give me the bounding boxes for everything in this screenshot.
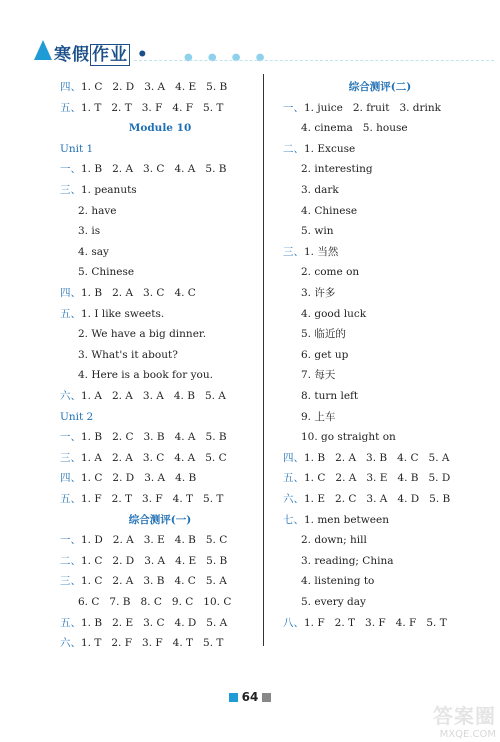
left-row <box>60 121 260 135</box>
question-number: 三、 <box>60 575 81 588</box>
question-number: 七、 <box>283 513 304 526</box>
left-row <box>60 513 260 527</box>
right-row <box>301 162 373 176</box>
question-number: 六、 <box>60 637 81 650</box>
decorative-dots-icon: ● ● ● ● <box>184 52 271 63</box>
left-row <box>78 204 117 218</box>
question-number: 一、 <box>283 101 304 114</box>
answer-text: 2. We have a big dinner. <box>78 328 207 341</box>
answer-text: 3. dark <box>301 184 339 196</box>
footer-square-left-icon <box>229 693 238 702</box>
question-number: 三、 <box>60 184 81 196</box>
answer-text: 1. I like sweets. <box>81 307 165 320</box>
right-row <box>301 265 359 279</box>
answer-text: 4. say <box>78 245 109 258</box>
left-row <box>60 162 226 176</box>
left-row <box>60 142 93 156</box>
question-number: 四、 <box>60 472 81 485</box>
right-row <box>283 142 355 156</box>
question-number: 一、 <box>60 534 81 547</box>
question-number: 四、 <box>60 287 81 299</box>
answer-text: 1. F 2. T 3. F 4. T 5. T <box>81 493 224 505</box>
left-row <box>78 265 134 279</box>
question-number: 三、 <box>283 245 304 258</box>
left-row <box>78 224 100 238</box>
page-header <box>34 38 474 68</box>
question-number: 四、 <box>60 81 81 93</box>
answer-text: 1. C 2. A 3. E 4. B 5. D <box>304 472 451 485</box>
right-row <box>283 471 450 485</box>
answer-text: 1. B 2. A 3. B 4. C 5. A <box>304 451 450 464</box>
left-row <box>60 307 164 321</box>
left-row <box>60 286 196 300</box>
question-number: 六、 <box>60 390 81 402</box>
question-number: 五、 <box>60 101 81 114</box>
right-row <box>270 80 490 94</box>
answer-text: 1. B 2. A 3. C 4. A 5. B <box>81 163 227 176</box>
answer-text: 3. is <box>78 225 101 238</box>
question-number: 一、 <box>60 431 81 444</box>
answer-text: 5. win <box>301 225 334 238</box>
answer-text: 9. 上车 <box>301 410 336 423</box>
left-row <box>60 533 227 547</box>
answer-text: 1. D 2. A 3. E 4. B 5. C <box>81 534 228 547</box>
right-row <box>301 410 335 424</box>
answer-text: 1. C 2. D 3. A 4. E 5. B <box>81 81 228 93</box>
left-row <box>78 368 213 382</box>
answer-text: 1. B 2. C 3. B 4. A 5. B <box>81 431 227 444</box>
left-row <box>60 471 196 485</box>
right-row <box>283 492 450 506</box>
right-row <box>301 574 374 588</box>
answer-text: 1. peanuts <box>81 184 137 196</box>
right-row <box>301 224 333 238</box>
answer-text: 1. C 2. D 3. A 4. E 5. B <box>81 554 228 567</box>
answer-text: 4. cinema 5. house <box>301 122 408 135</box>
footer-square-right-icon <box>262 693 271 702</box>
left-row <box>78 245 109 259</box>
question-number: 五、 <box>60 307 81 320</box>
right-row <box>301 389 358 403</box>
right-row <box>283 451 449 465</box>
book-title-part-a: 寒假 <box>54 45 90 65</box>
answer-text: 2. down; hill <box>301 534 367 547</box>
left-row <box>78 327 206 341</box>
right-row <box>301 430 396 444</box>
answer-text: 1. T 2. T 3. F 4. F 5. T <box>81 101 224 114</box>
watermark-url: MXQE.COM <box>439 729 496 740</box>
left-row <box>60 616 227 630</box>
answer-text: 2. have <box>78 204 117 217</box>
answer-text: 1. Excuse <box>304 142 356 155</box>
left-row <box>60 410 93 424</box>
answer-text: 6. get up <box>301 348 349 361</box>
answer-text: 1. C 2. A 3. B 4. C 5. A <box>81 575 227 588</box>
answer-text: 1. C 2. D 3. A 4. B <box>81 472 197 485</box>
left-row <box>60 389 226 403</box>
right-row <box>301 595 366 609</box>
left-row <box>60 554 227 568</box>
right-row <box>301 533 367 547</box>
left-row <box>60 492 223 506</box>
book-title-part-b: 作业 <box>92 45 128 65</box>
answer-text: 1. 当然 <box>304 245 339 258</box>
header-divider <box>134 60 494 61</box>
answer-text: 1. F 2. T 3. F 4. F 5. T <box>304 616 447 629</box>
answer-text: 10. go straight on <box>301 431 396 444</box>
right-row <box>301 327 346 341</box>
question-number: 八、 <box>283 616 304 629</box>
right-row <box>301 183 339 197</box>
right-row <box>301 554 393 568</box>
question-number: 三、 <box>60 451 81 464</box>
question-number: 六、 <box>283 493 304 505</box>
question-number: 五、 <box>60 493 81 505</box>
question-number: 五、 <box>60 616 81 629</box>
left-row <box>78 348 178 362</box>
answer-text: 1. men between <box>304 513 389 526</box>
answer-text: 5. 临近的 <box>301 328 346 341</box>
answer-text: 1. A 2. A 3. A 4. B 5. A <box>81 390 226 402</box>
answer-text: 1. A 2. A 3. C 4. A 5. C <box>81 451 227 464</box>
answer-text: 4. listening to <box>301 575 375 588</box>
answer-text: 1. T 2. F 3. F 4. T 5. T <box>81 637 224 650</box>
left-row <box>60 101 223 115</box>
book-title: 寒假 作业 • <box>54 45 149 65</box>
left-row <box>60 430 227 444</box>
right-row <box>283 616 447 630</box>
unit-heading: Unit 1 <box>60 142 94 155</box>
answer-text: 5. Chinese <box>78 266 135 279</box>
question-number: 四、 <box>283 451 304 464</box>
watermark <box>404 700 496 740</box>
answer-text: 4. Here is a book for you. <box>78 369 213 382</box>
question-number: 五、 <box>283 472 304 485</box>
left-row <box>60 636 223 650</box>
answer-text: 1. B 2. E 3. C 4. D 5. A <box>81 616 228 629</box>
column-divider <box>263 74 264 646</box>
answer-text: 8. turn left <box>301 390 359 402</box>
question-number: 二、 <box>60 554 81 567</box>
left-row <box>60 574 227 588</box>
section-title: 综合测评(二) <box>348 81 412 93</box>
right-row <box>301 307 366 321</box>
logo-triangle-icon <box>34 40 52 60</box>
right-row <box>283 245 338 259</box>
unit-heading: Unit 2 <box>60 410 94 423</box>
right-row <box>283 513 389 527</box>
answer-text: 6. C 7. B 8. C 9. C 10. C <box>78 596 232 608</box>
right-row <box>301 204 357 218</box>
watermark-logo: 答案圈 <box>433 704 496 728</box>
right-row <box>301 368 335 382</box>
right-row <box>301 348 348 362</box>
answer-text: 3. reading; China <box>301 554 394 567</box>
answer-text: 2. come on <box>301 266 360 279</box>
answer-text: 3. What's it about? <box>78 348 178 361</box>
answer-text: 5. every day <box>301 596 366 608</box>
answer-text: 4. good luck <box>301 307 367 320</box>
answer-text: 1. juice 2. fruit 3. drink <box>304 101 442 114</box>
answer-text: 2. interesting <box>301 163 373 176</box>
left-row <box>60 183 137 197</box>
question-number: 一、 <box>60 163 81 176</box>
answer-text: 7. 每天 <box>301 369 336 382</box>
answer-text: 1. B 2. A 3. C 4. C <box>81 287 196 299</box>
answer-text: 1. E 2. C 3. A 4. D 5. B <box>304 493 451 505</box>
left-row <box>60 451 227 465</box>
page-number: 64 <box>241 690 259 704</box>
section-title: 综合测评(一) <box>128 513 192 526</box>
left-row <box>60 80 227 94</box>
answer-text: 3. 许多 <box>301 287 336 299</box>
section-title: Module 10 <box>128 122 192 135</box>
question-number: 二、 <box>283 142 304 155</box>
right-row <box>283 101 441 115</box>
left-row <box>78 595 231 609</box>
right-row <box>301 286 335 300</box>
answer-text: 4. Chinese <box>301 204 358 217</box>
right-row <box>301 121 408 135</box>
